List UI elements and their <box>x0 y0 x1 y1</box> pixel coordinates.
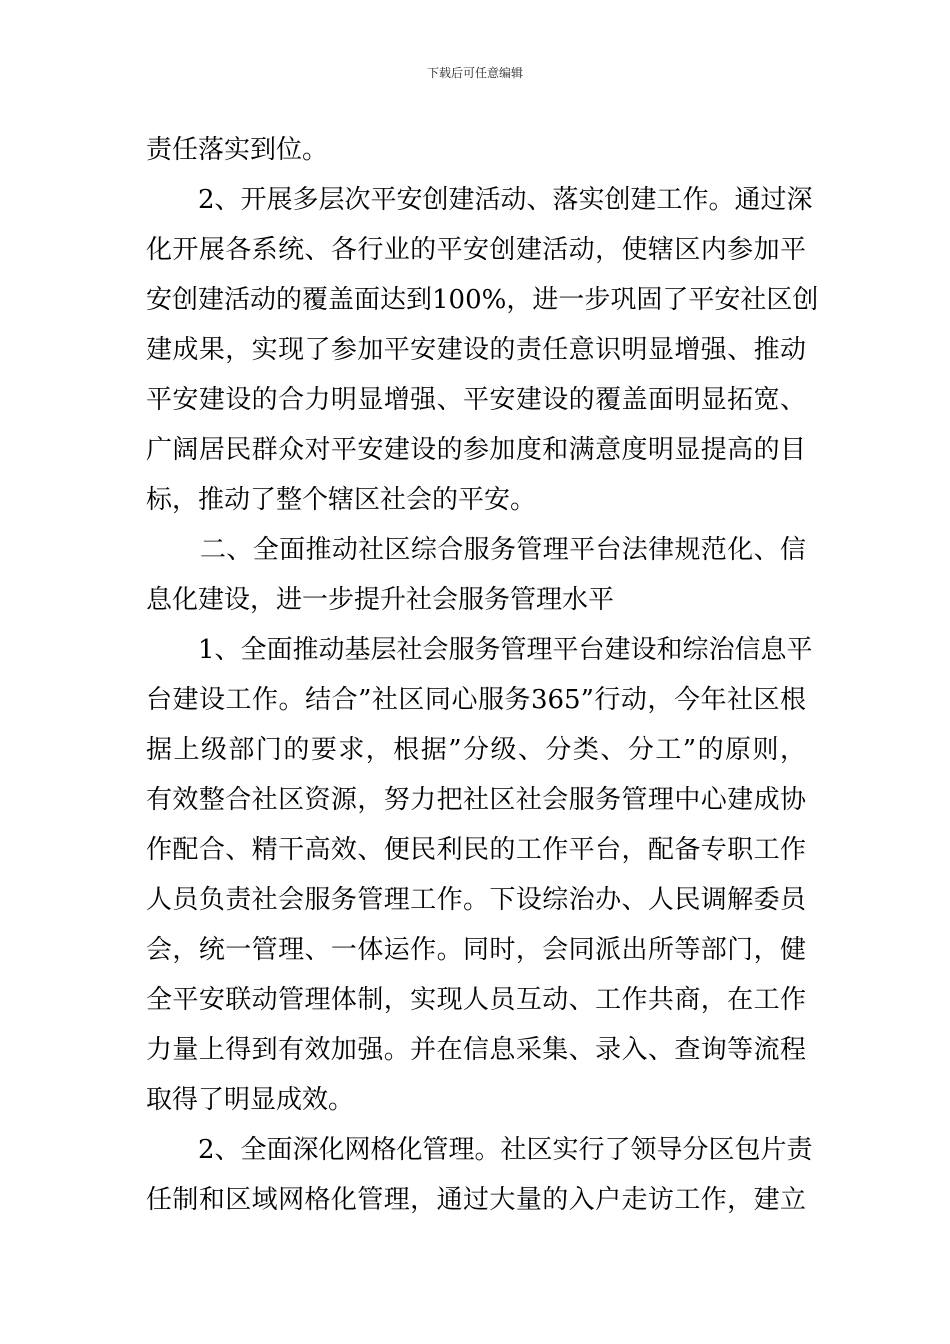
text-line: 安创建活动的覆盖面达到100%，进一步巩固了平安社区创 <box>146 285 819 315</box>
text-line: 标，推动了整个辖区社会的平安。 <box>146 485 537 515</box>
text-line: 平安建设的合力明显增强、平安建设的覆盖面明显拓宽、 <box>146 385 806 415</box>
header-note: 下载后可任意编辑 <box>426 66 523 80</box>
text-line: 责任落实到位。 <box>146 135 329 165</box>
text-line: 2、全面深化网格化管理。社区实行了领导分区包片责 <box>198 1135 813 1165</box>
text-line: 任制和区域网格化管理，通过大量的入户走访工作，建立 <box>146 1185 806 1215</box>
text-line: 广阔居民群众对平安建设的参加度和满意度明显提高的目 <box>146 435 806 465</box>
text-line: 1、全面推动基层社会服务管理平台建设和综治信息平 <box>198 635 813 665</box>
text-line: 全平安联动管理体制，实现人员互动、工作共商，在工作 <box>146 985 806 1015</box>
text-line: 作配合、精干高效、便民利民的工作平台，配备专职工作 <box>146 835 806 865</box>
text-line: 有效整合社区资源，努力把社区社会服务管理中心建成协 <box>146 785 806 815</box>
section-heading-line: 二、全面推动社区综合服务管理平台法律规范化、信 <box>200 535 806 565</box>
text-line: 2、开展多层次平安创建活动、落实创建工作。通过深 <box>198 185 813 215</box>
text-line: 会，统一管理、一体运作。同时，会同派出所等部门，健 <box>146 935 806 965</box>
body-text <box>146 125 819 1225</box>
text-line: 化开展各系统、各行业的平安创建活动，使辖区内参加平 <box>146 235 806 265</box>
text-line: 力量上得到有效加强。并在信息采集、录入、查询等流程 <box>146 1035 806 1065</box>
text-line: 建成果，实现了参加平安建设的责任意识明显增强、推动 <box>146 335 806 365</box>
text-line: 人员负责社会服务管理工作。下设综治办、人民调解委员 <box>146 885 806 915</box>
text-line: 据上级部门的要求，根据”分级、分类、分工”的原则， <box>146 735 806 765</box>
text-line: 台建设工作。结合”社区同心服务365”行动，今年社区根 <box>146 685 806 715</box>
text-line: 取得了明显成效。 <box>146 1085 355 1115</box>
section-heading-line: 息化建设，进一步提升社会服务管理水平 <box>146 585 615 615</box>
